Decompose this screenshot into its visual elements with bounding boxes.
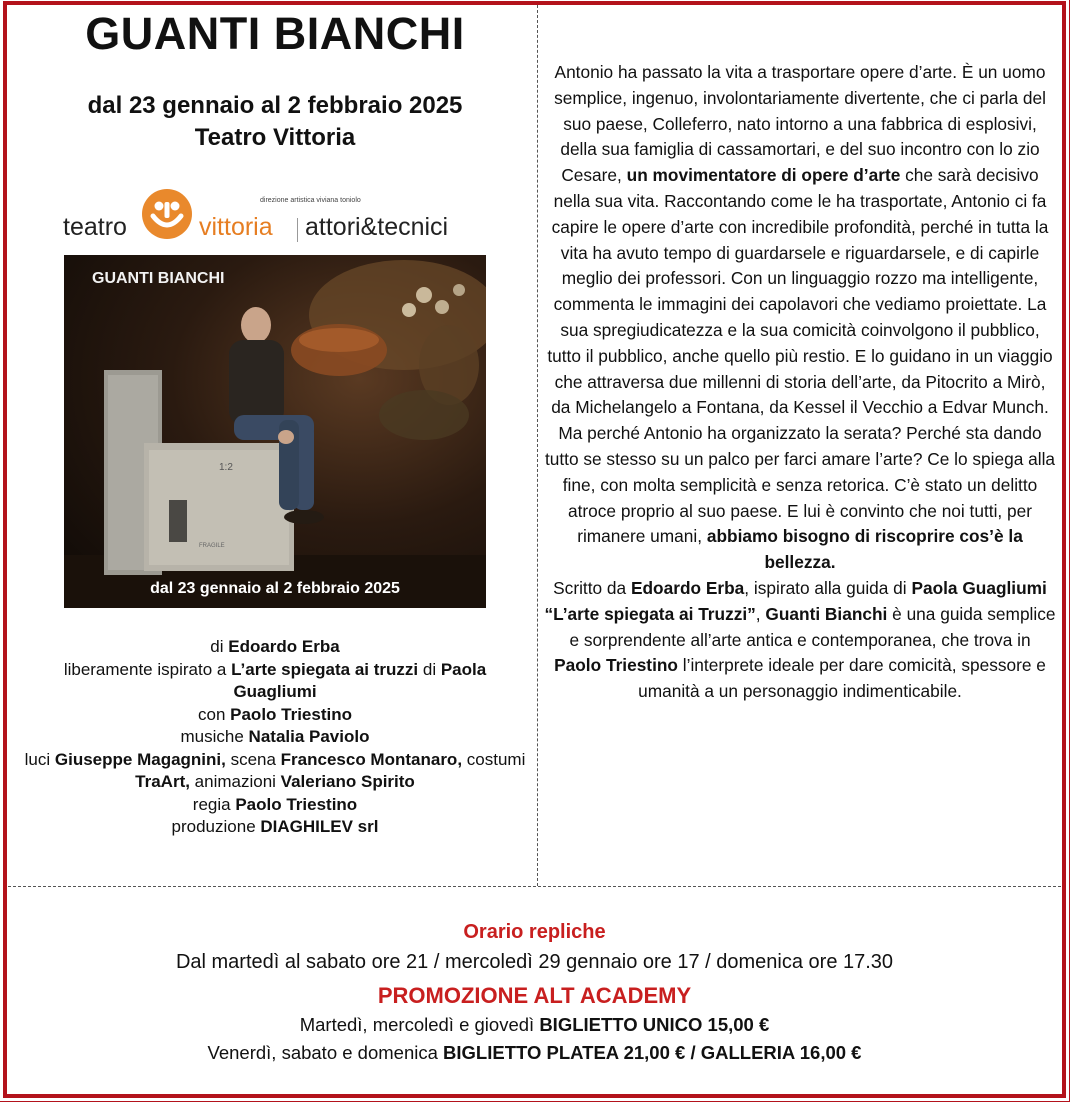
show-description	[544, 60, 1056, 705]
credit-line	[20, 794, 530, 817]
credit-text: liberamente ispirato a	[63, 659, 232, 679]
promo-line-2-price: BIGLIETTO PLATEA 21,00 € / GALLERIA 16,00 €	[443, 1042, 862, 1063]
credits-block	[20, 636, 530, 839]
description-text: Antonio ha passato la vita a trasportare opere d’arte. È un uomo semplice, ingenuo, involontariamente divertente, che ci parla del suo paese, Colleferro, nato intorno a una fabbrica di esplosivi, della sua famiglia di cassamortari, e del suo incontro con lo zio Cesare,	[554, 62, 1046, 186]
description-bold: un movimentatore di opere d’arte	[626, 165, 901, 186]
credit-text: costumi	[462, 749, 526, 769]
credit-text: scena	[225, 749, 281, 769]
credit-bold: L’arte spiegata ai truzzi	[231, 659, 419, 679]
crate-label: 1:2	[219, 462, 233, 473]
description-text: , ispirato alla guida di	[744, 577, 912, 598]
credit-line	[20, 726, 530, 749]
credit-bold: Paolo Triestino	[230, 704, 352, 724]
credit-line	[20, 704, 530, 727]
show-poster	[64, 255, 486, 608]
logo-separator	[297, 218, 298, 242]
logo-word-vittoria: vittoria	[199, 213, 273, 241]
section-divider	[8, 886, 1061, 887]
show-dates: dal 23 gennaio al 2 febbraio 2025	[87, 92, 463, 119]
credit-bold: Paolo Triestino	[235, 794, 358, 814]
description-text: è una guida semplice e sorprendente all’arte antica e contemporanea, che trova in	[569, 603, 1056, 650]
description-text: ,	[755, 603, 766, 624]
description-paragraph	[544, 421, 1056, 576]
logo-direction-text: direzione artistica viviana toniolo	[260, 197, 361, 204]
credit-text: produzione	[171, 817, 261, 836]
promo-line-2	[8, 1039, 1061, 1067]
credit-text: animazioni	[189, 772, 281, 791]
description-bold: Edoardo Erba	[630, 577, 745, 598]
poster-scene-illustration	[64, 255, 486, 608]
credit-bold: Edoardo Erba	[228, 637, 340, 656]
description-bold: Paola Guagliumi “L’arte spiegata ai Truzzi”	[544, 577, 1047, 624]
description-bold: Guanti Bianchi	[765, 603, 888, 624]
crate-fragile-label: FRAGILE	[199, 543, 225, 549]
promo-line-1-price: BIGLIETTO UNICO 15,00 €	[539, 1014, 770, 1035]
description-bold: abbiamo bisogno di riscoprire cos’è la bellezza.	[706, 526, 1023, 573]
description-paragraph	[544, 60, 1056, 421]
promo-line-2-days: Venerdì, sabato e domenica	[207, 1042, 444, 1063]
credit-text: regia	[192, 794, 236, 814]
credit-bold: Paola Guagliumi	[233, 659, 487, 701]
schedule-text: Dal martedì al sabato ore 21 / mercoledì 29 gennaio ore 17 / domenica ore 17.30	[175, 951, 894, 973]
credit-text: con	[198, 704, 231, 724]
credit-line	[20, 636, 530, 659]
schedule-heading: Orario repliche	[463, 921, 606, 943]
logo-word-teatro: teatro	[63, 213, 127, 241]
credit-line	[20, 816, 530, 839]
description-text: Ma perché Antonio ha organizzato la serata? Perché sta dando tutto se stesso su un palco per farci amare l’arte? Ce lo spiega alla fine, con molta semplicità e senza retorica. C’è stato un delitto atroce proprio al suo paese. E lui è convinto che noi tutti, per rimanere umani,	[544, 423, 1056, 547]
logo-word-attori-tecnici: attori&tecnici	[305, 213, 449, 241]
credit-text: di	[418, 659, 441, 679]
description-text: che sarà decisivo nella sua vita. Raccontando come le ha trasportate, Antonio ci fa capire le opere d’arte con incredibile profondità, perché in tutta la vita ha avuto tempo di guardarsele e riguardarsele, e di capirle meglio dei professori. Con un linguaggio rozzo ma intelligente, commenta le immagini dei capolavori che vediamo proiettate. La sua spregiudicatezza e la sua comicità coinvolgono il pubblico, tutto il pubblico, anche quello più restio. E lo guidano in un viaggio che attraversa due millenni di storia dell’arte, da Pitocrito a Mirò, da Michelangelo a Fontana, da Kessel il Vecchio a Edvar Munch.	[547, 165, 1053, 418]
schedule-section	[8, 918, 1061, 1067]
description-text: Scritto da	[553, 577, 631, 598]
venue-name: Teatro Vittoria	[194, 124, 356, 151]
teatro-vittoria-logo	[60, 186, 490, 248]
poster-title: GUANTI BIANCHI	[92, 270, 225, 287]
credit-bold: TraArt,	[135, 772, 190, 791]
credit-bold: Giuseppe Magagnini,	[54, 749, 226, 769]
column-divider	[537, 5, 538, 886]
credit-line	[20, 749, 530, 794]
description-bold: Paolo Triestino	[554, 655, 678, 676]
description-paragraph	[544, 576, 1056, 705]
credit-text: luci	[24, 749, 55, 769]
promo-line-1-days: Martedì, mercoledì e giovedì	[299, 1014, 540, 1035]
description-text: l’interprete ideale per dare comicità, spessore e umanità a un personaggio indimenticabile.	[638, 655, 1046, 702]
poster-dates: dal 23 gennaio al 2 febbraio 2025	[150, 580, 400, 597]
credit-text: di	[210, 637, 229, 656]
credit-bold: Francesco Montanaro,	[280, 749, 463, 769]
credit-text: musiche	[180, 727, 249, 746]
credit-bold: DIAGHILEV srl	[260, 817, 379, 836]
credit-line	[20, 659, 530, 704]
smiley-logo-icon	[141, 188, 193, 240]
credit-bold: Valeriano Spirito	[280, 772, 415, 791]
credit-bold: Natalia Paviolo	[248, 727, 370, 746]
show-title: GUANTI BIANCHI	[85, 8, 465, 59]
promo-heading: PROMOZIONE ALT ACADEMY	[377, 983, 692, 1008]
promo-line-1	[8, 1011, 1061, 1039]
